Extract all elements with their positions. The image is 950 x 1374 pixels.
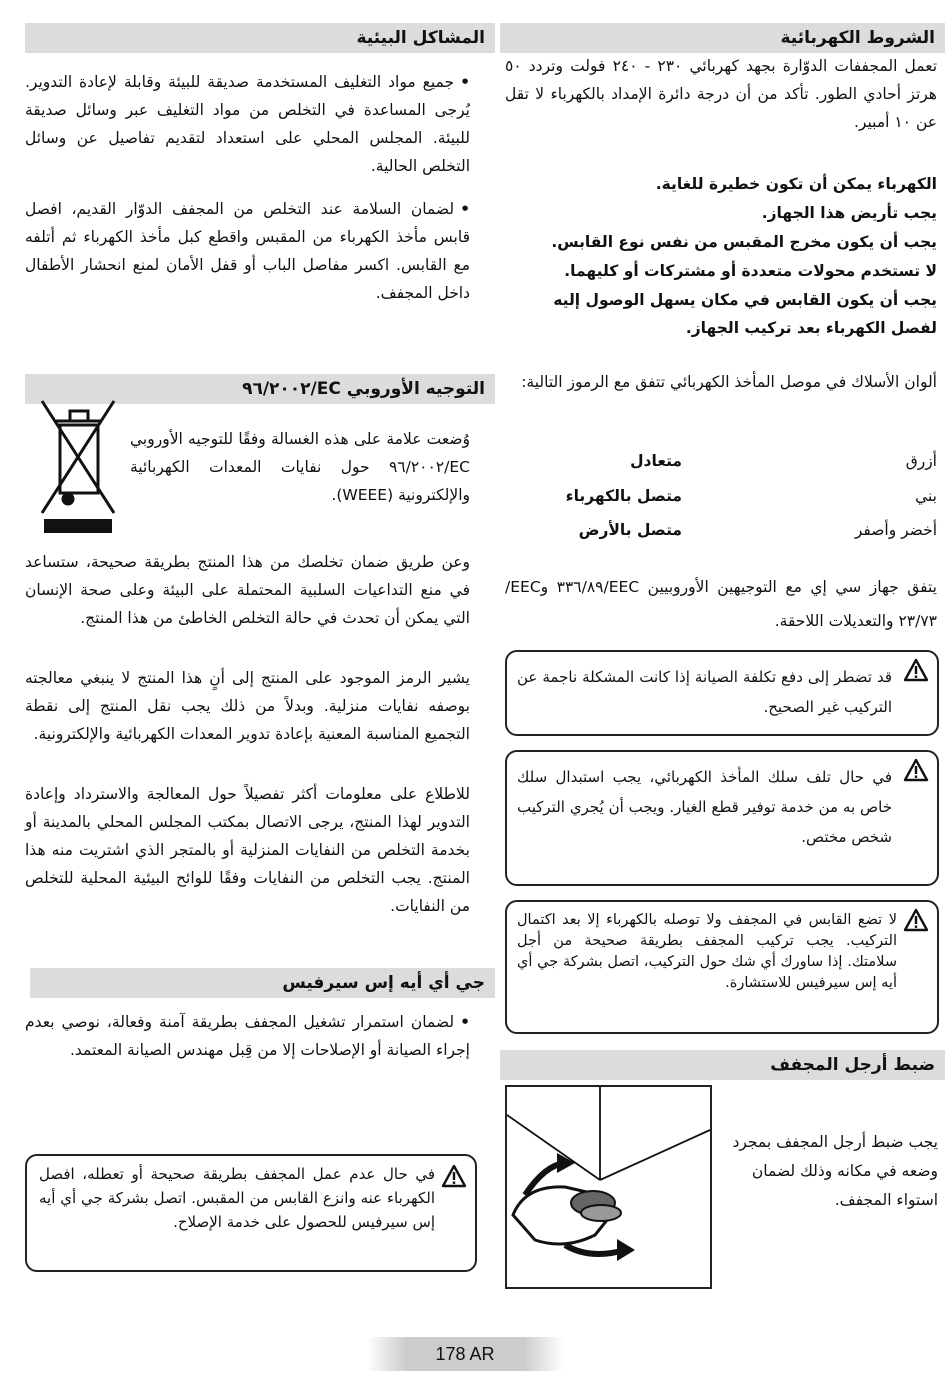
warning-triangle-icon: [441, 1164, 467, 1188]
danger-line-1: الكهرباء يمكن أن تكون خطيرة للغاية.: [655, 175, 937, 193]
ec-paragraph-1: وعن طريق ضمان تخلصك من هذا المنتج بطريقة صحيحة، ستساعد في منع التداعيات السلبية المحتملة على البيئة وعلى صحة الإنسان التي يمكن أن تحدث في حالة التخلص الخاطئ من هذا المنتج.: [25, 553, 470, 627]
env-bullet-2: •لضمان السلامة عند التخلص من المجفف الدوّار القديم، افصل قابس مأخذ الكهرباء من المقبس واقطع كبل مأخذ الكهرباء ثم أتلفه مع القابس. اكسر مفاصل الباب أو قفل الأمان لمنع انحشار الأطفال داخل المجفف.: [25, 200, 470, 302]
wire-color: أزرق: [905, 452, 937, 470]
ec-paragraph-2: يشير الرمز الموجود على المنتج إلى أنٍ هذا المنتج لا ينبغي معالجته بوصفه نفايات منزلية. وبدلاً من ذلك يجب نقل المنتج إلى نقطة التجميع المناسبة المعنية بإعادة تدوير المعدات الكهربائية والإلكترونية.: [25, 669, 470, 743]
warning-text-1: قد تضطر إلى دفع تكلفة الصيانة إذا كانت المشكلة ناجمة عن التركيب غير الصحيح.: [517, 668, 892, 716]
warning-triangle-icon: [903, 908, 929, 932]
env-bullet-1: •جميع مواد التغليف المستخدمة صديقة للبيئة وقابلة لإعادة التدوير. يُرجى المساعدة في التخلص من مواد التغليف عبر وسائل صديقة للبيئة. المجلس المحلي على استعداد لتقديم تفاصيل عن وسائل التخلص الحالية.: [25, 73, 470, 175]
service-bullet: •لضمان استمرار تشغيل المجفف بطريقة آمنة وفعالة، نوصي بعدم إجراء الصيانة أو الإصلاحات إلا من قِبل مهندس الصيانة المعتمد.: [25, 1013, 470, 1059]
env-heading: المشاكل البيئية: [25, 23, 495, 53]
service-warning-box: [25, 1154, 477, 1272]
service-warning-text: في حال عدم عمل المجفف بطريقة صحيحة أو تعطله، افصل الكهرباء عنه وانزع القابس من المقبس. اتصل بشركة جي أي أيه إس سيرفيس للحصول على خدمة الإصلاح.: [39, 1165, 435, 1231]
wire-color: أخضر وأصفر: [854, 521, 937, 539]
danger-line-4: لا تستخدم محولات متعددة أو مشتركات أو كليهما.: [564, 262, 937, 280]
feet-heading: ضبط أرجل المجفف: [500, 1050, 945, 1080]
warning-triangle-icon: [903, 758, 929, 782]
danger-line-5: يجب أن يكون القابس في مكان يسهل الوصول إليه لفصل الكهرباء بعد تركيب الجهاز.: [553, 291, 937, 337]
crossed-bin-icon: [38, 395, 118, 537]
danger-line-3: يجب أن يكون مخرج المقبس من نفس نوع القابس.: [551, 233, 937, 251]
warning-triangle-icon: [903, 658, 929, 682]
foot-adjust-illustration: [505, 1085, 712, 1289]
wire-row-green-yellow: [505, 521, 937, 547]
electrical-text: تعمل المجففات الدوّارة بجهد كهربائي ٢٣٠ - ٢٤٠ فولت وتردد ٥٠ هرتز أحادي الطور. تأكد من أن درجة دائرة الإمداد بالكهرباء لا تقل عن ١٠ أمبير.: [505, 57, 938, 131]
wire-meaning: متصل بالأرض: [578, 521, 682, 539]
danger-line-2: يجب تأريض هذا الجهاز.: [761, 204, 937, 222]
warning-text-3: لا تضع القابس في المجفف ولا توصله بالكهرباء إلا بعد اكتمال التركيب. يجب تركيب المجفف بطريقة صحيحة من أجل سلامتك. إذا ساورك أي شك حول التركيب، اتصل بشركة جي أي أيه إس سيرفيس للاستشارة.: [517, 912, 897, 991]
feet-text: يجب ضبط أرجل المجفف بمجرد وضعه في مكانه وذلك لضمان استواء المجفف.: [732, 1133, 938, 1209]
warning-box-1: [505, 650, 939, 736]
wire-meaning: متصل بالكهرباء: [565, 487, 682, 505]
page-number: 178 AR: [367, 1337, 563, 1371]
warning-box-3: [505, 900, 939, 1034]
ec-intro: وُضعت علامة على هذه الغسالة وفقًا للتوجيه الأوروبي EC/٩٦/٢٠٠٢ حول نفايات المعدات الكهربائية والإلكترونية (WEEE).: [130, 430, 470, 504]
ec-heading: التوجيه الأوروبي EC/٩٦/٢٠٠٢: [25, 374, 495, 404]
wire-color: بني: [915, 487, 937, 505]
warning-text-2: في حال تلف سلك المأخذ الكهربائي، يجب استبدال سلك خاص به من خدمة توفير قطع الغيار. ويجب أن يُجري التركيب شخص مختص.: [517, 768, 892, 846]
electrical-heading: الشروط الكهربائية: [500, 23, 945, 53]
wire-row-blue: [505, 452, 937, 478]
wire-meaning: متعادل: [630, 452, 682, 470]
ec-paragraph-3: للاطلاع على معلومات أكثر تفصيلاً حول المعالجة والاسترداد وإعادة التدوير لهذا المنتج، يرجى الاتصال بمكتب المجلس المحلي بالمدينة أو بخدمة التخلص من النفايات المنزلية أو بالمتجر الذي اشتريت منه هذا المنتج. يجب التخلص من النفايات وفقًا للوائح البيئية المحلية للتخلص من النفايات.: [25, 785, 470, 915]
compliance-text: يتفق جهاز سي إي مع التوجيهين الأوروبيين EEC/٣٣٦/٨٩ وEEC/٢٣/٧٣ والتعديلات اللاحقة.: [505, 578, 937, 630]
wire-row-brown: [505, 487, 937, 513]
service-heading: جي أي أيه إس سيرفيس: [30, 968, 495, 998]
warning-box-2: [505, 750, 939, 886]
wires-intro: ألوان الأسلاك في موصل المأخذ الكهربائي تتفق مع الرموز التالية:: [521, 373, 937, 391]
